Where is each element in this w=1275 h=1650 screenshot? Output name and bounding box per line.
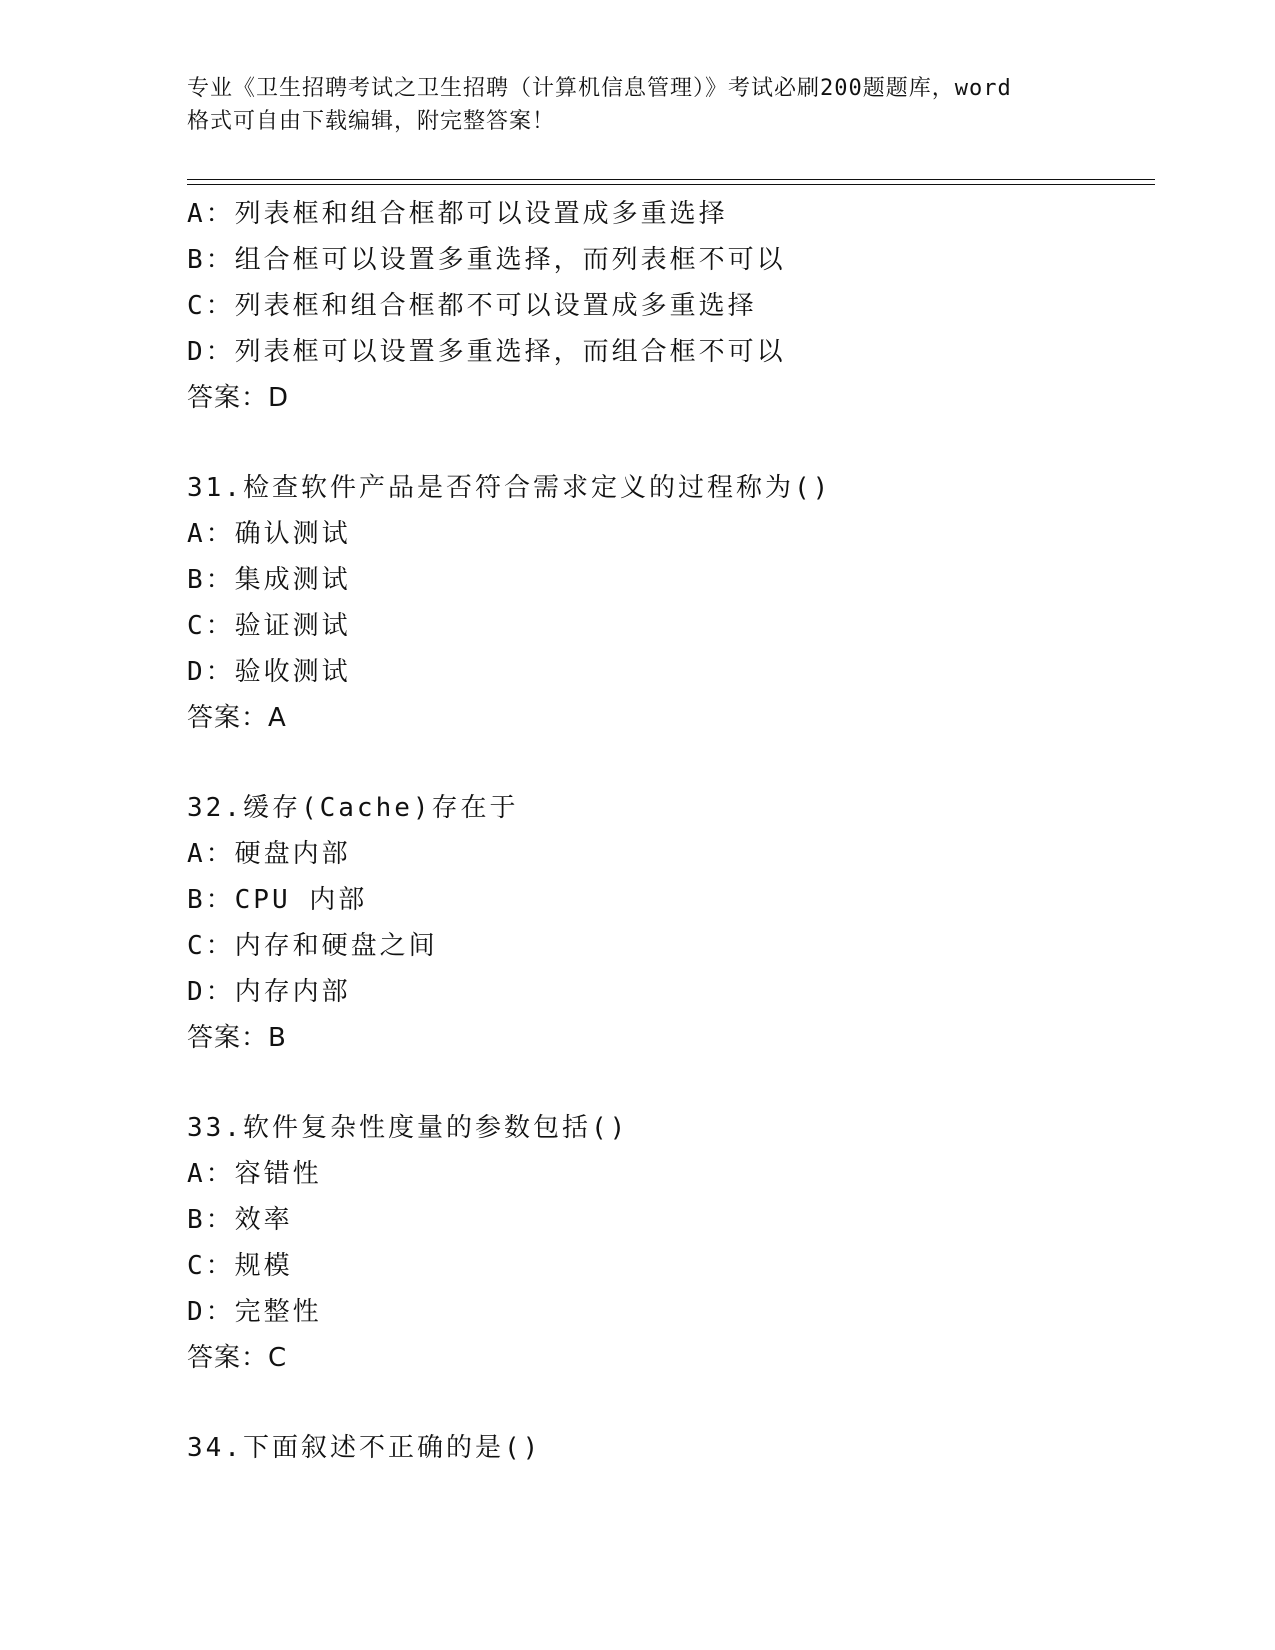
spacer bbox=[187, 741, 1155, 785]
question-stem: 32.缓存(Cache)存在于 bbox=[187, 793, 519, 823]
option-a: A：硬盘内部 bbox=[187, 839, 351, 869]
option-b: B：集成测试 bbox=[187, 565, 351, 595]
option-d: D：完整性 bbox=[187, 1297, 322, 1327]
option-a: A：容错性 bbox=[187, 1159, 322, 1189]
header-divider-bottom bbox=[187, 184, 1155, 185]
option-c: C：验证测试 bbox=[187, 611, 351, 641]
question-block-33 bbox=[187, 1105, 1155, 1381]
spacer bbox=[187, 1381, 1155, 1425]
document-header bbox=[187, 72, 1087, 138]
answer-line: 答案：A bbox=[187, 703, 287, 733]
question-stem: 33.软件复杂性度量的参数包括() bbox=[187, 1113, 629, 1143]
question-block-31 bbox=[187, 465, 1155, 741]
option-b: B：组合框可以设置多重选择，而列表框不可以 bbox=[187, 245, 786, 275]
answer-line: 答案：C bbox=[187, 1343, 288, 1373]
spacer bbox=[187, 1061, 1155, 1105]
option-b: B：CPU 内部 bbox=[187, 885, 368, 915]
header-line-2: 格式可自由下载编辑，附完整答案！ bbox=[187, 109, 556, 134]
option-d: D：内存内部 bbox=[187, 977, 351, 1007]
answer-line: 答案：D bbox=[187, 383, 290, 413]
option-d: D：列表框可以设置多重选择，而组合框不可以 bbox=[187, 337, 786, 367]
option-c: C：内存和硬盘之间 bbox=[187, 931, 438, 961]
question-stem: 34.下面叙述不正确的是() bbox=[187, 1433, 542, 1463]
header-line-1: 专业《卫生招聘考试之卫生招聘（计算机信息管理）》考试必刷200题题库，word bbox=[187, 76, 1012, 101]
option-c: C：规模 bbox=[187, 1251, 293, 1281]
option-c: C：列表框和组合框都不可以设置成多重选择 bbox=[187, 291, 757, 321]
question-block-30 bbox=[187, 191, 1155, 421]
question-block-34 bbox=[187, 1425, 1155, 1471]
header-divider-top bbox=[187, 179, 1155, 180]
question-list bbox=[187, 191, 1155, 1471]
spacer bbox=[187, 421, 1155, 465]
option-b: B：效率 bbox=[187, 1205, 293, 1235]
option-a: A：确认测试 bbox=[187, 519, 351, 549]
question-stem: 31.检查软件产品是否符合需求定义的过程称为() bbox=[187, 473, 832, 503]
option-a: A：列表框和组合框都可以设置成多重选择 bbox=[187, 199, 728, 229]
option-d: D：验收测试 bbox=[187, 657, 351, 687]
answer-line: 答案：B bbox=[187, 1023, 287, 1053]
question-block-32 bbox=[187, 785, 1155, 1061]
